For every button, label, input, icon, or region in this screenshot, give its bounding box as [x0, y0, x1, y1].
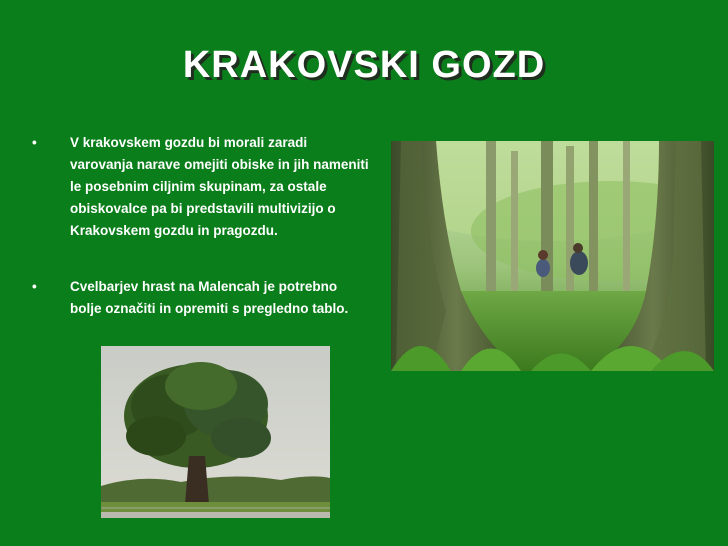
bullet-text: V krakovskem gozdu bi morali zaradi varovanja narave omejiti obiske in jih nameniti le posebnim ciljnim skupinam, za ostale obiskovalce pa bi predstavili multivizijo o Krakovskem gozdu in pragozdu.	[70, 135, 369, 238]
bullet-text: Cvelbarjev hrast na Malencah je potrebno bolje označiti in opremiti s pregledno tablo.	[70, 279, 349, 316]
bullet-marker: •	[32, 135, 37, 150]
oak-tree-photo	[101, 346, 330, 518]
forest-photo	[391, 141, 714, 371]
bullet-list	[32, 132, 372, 320]
bullet-item	[32, 276, 372, 320]
bullet-marker: •	[32, 279, 37, 294]
bullet-item	[32, 132, 372, 242]
slide-title: KRAKOVSKI GOZD	[182, 44, 546, 86]
